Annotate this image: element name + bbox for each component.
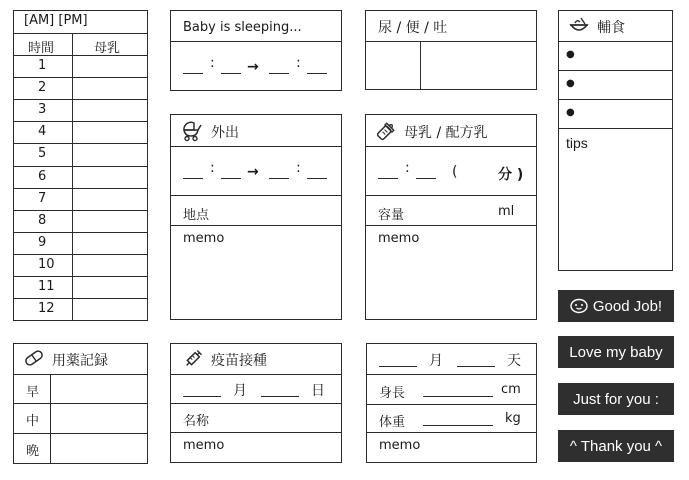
hour-row xyxy=(14,55,147,56)
arrow-icon: → xyxy=(247,164,259,180)
just-for-you-sticker xyxy=(558,383,674,415)
syringe-icon xyxy=(183,350,203,368)
hour-label: 1 xyxy=(38,58,47,73)
baby-bottle-icon xyxy=(376,121,396,141)
outing-title: 外出 xyxy=(211,125,239,141)
good-job-sticker xyxy=(558,290,674,322)
feeding-memo-label: memo xyxy=(378,231,420,246)
medicine-title: 用薬記録 xyxy=(52,353,108,369)
amount-label: 容量 xyxy=(378,208,405,223)
food-bullet-2: ● xyxy=(566,78,575,89)
hour-row xyxy=(14,254,147,255)
outing-time-range: : → : xyxy=(183,162,333,184)
feeding-time: : ( 分 ) xyxy=(378,162,528,184)
hour-label: 6 xyxy=(38,168,47,184)
noon-label: 中 xyxy=(26,414,40,429)
hour-label: 10 xyxy=(38,256,55,272)
thank-you-sticker xyxy=(558,430,674,462)
tips-label: tips xyxy=(566,135,588,151)
baby-food-title: 輔食 xyxy=(597,20,625,36)
hour-label: 8 xyxy=(38,212,47,228)
growth-date: 月 天 xyxy=(379,350,529,372)
hour-row xyxy=(14,210,147,211)
hour-row xyxy=(14,188,147,189)
vaccine-memo-label: memo xyxy=(183,438,225,453)
hour-row xyxy=(14,99,147,100)
smiley-face-icon xyxy=(570,298,588,314)
food-bullet-3: ● xyxy=(566,107,575,118)
hour-row xyxy=(14,276,147,277)
vaccine-card xyxy=(170,343,342,463)
time-column-header: 時間 xyxy=(28,41,55,56)
diaper-card xyxy=(365,10,537,90)
outing-memo-label: memo xyxy=(183,231,225,246)
pill-icon xyxy=(24,350,44,366)
food-bowl-icon xyxy=(569,17,589,35)
vaccine-date: 月 日 xyxy=(183,378,333,400)
diaper-title: 尿 / 便 / 吐 xyxy=(378,20,448,36)
hour-label: 7 xyxy=(38,190,47,206)
baby-food-card xyxy=(558,10,673,271)
vaccine-name-label: 名称 xyxy=(183,414,210,429)
hour-row xyxy=(14,121,147,122)
just-for-you-text: Just for you : xyxy=(573,390,659,408)
hour-label: 3 xyxy=(38,102,47,118)
hour-row xyxy=(14,143,147,144)
sleeping-title: Baby is sleeping... xyxy=(183,20,302,35)
morning-label: 早 xyxy=(26,385,40,400)
food-bullet-1: ● xyxy=(566,49,575,60)
weight-label: 体重 xyxy=(379,415,406,430)
feeding-title: 母乳 / 配方乳 xyxy=(404,125,488,141)
hour-row xyxy=(14,232,147,233)
love-my-baby-sticker xyxy=(558,336,674,368)
hour-row xyxy=(14,298,147,299)
outing-card xyxy=(170,114,342,320)
hour-label: 2 xyxy=(38,80,47,96)
hour-label: 9 xyxy=(38,234,47,250)
feeding-card xyxy=(365,114,537,320)
hourly-log-table xyxy=(13,10,148,321)
kg-unit: kg xyxy=(505,411,521,426)
evening-label: 晩 xyxy=(26,444,40,459)
cm-unit: cm xyxy=(501,382,521,397)
sleep-time-range: : → : xyxy=(183,57,333,79)
hour-label: 4 xyxy=(38,124,47,140)
milk-column-header: 母乳 xyxy=(94,41,121,56)
hour-row xyxy=(14,77,147,78)
medicine-card xyxy=(13,343,148,464)
good-job-text: Good Job! xyxy=(592,297,663,315)
arrow-icon: → xyxy=(247,59,259,75)
vaccine-title: 疫苗接種 xyxy=(211,353,267,369)
hour-label: 5 xyxy=(38,146,47,162)
growth-card xyxy=(366,343,537,463)
place-label: 地点 xyxy=(183,208,210,223)
growth-memo-label: memo xyxy=(379,438,421,453)
hour-label: 12 xyxy=(38,301,55,317)
love-my-baby-text: Love my baby xyxy=(569,343,663,361)
sleeping-card xyxy=(170,10,342,91)
thank-you-text: ^ Thank you ^ xyxy=(569,437,663,455)
hour-row xyxy=(14,166,147,167)
am-pm-label: [AM] [PM] xyxy=(24,13,88,28)
ml-unit: ml xyxy=(498,204,515,219)
stroller-icon xyxy=(181,121,203,141)
hour-label: 11 xyxy=(38,279,55,294)
height-label: 身長 xyxy=(379,386,406,401)
